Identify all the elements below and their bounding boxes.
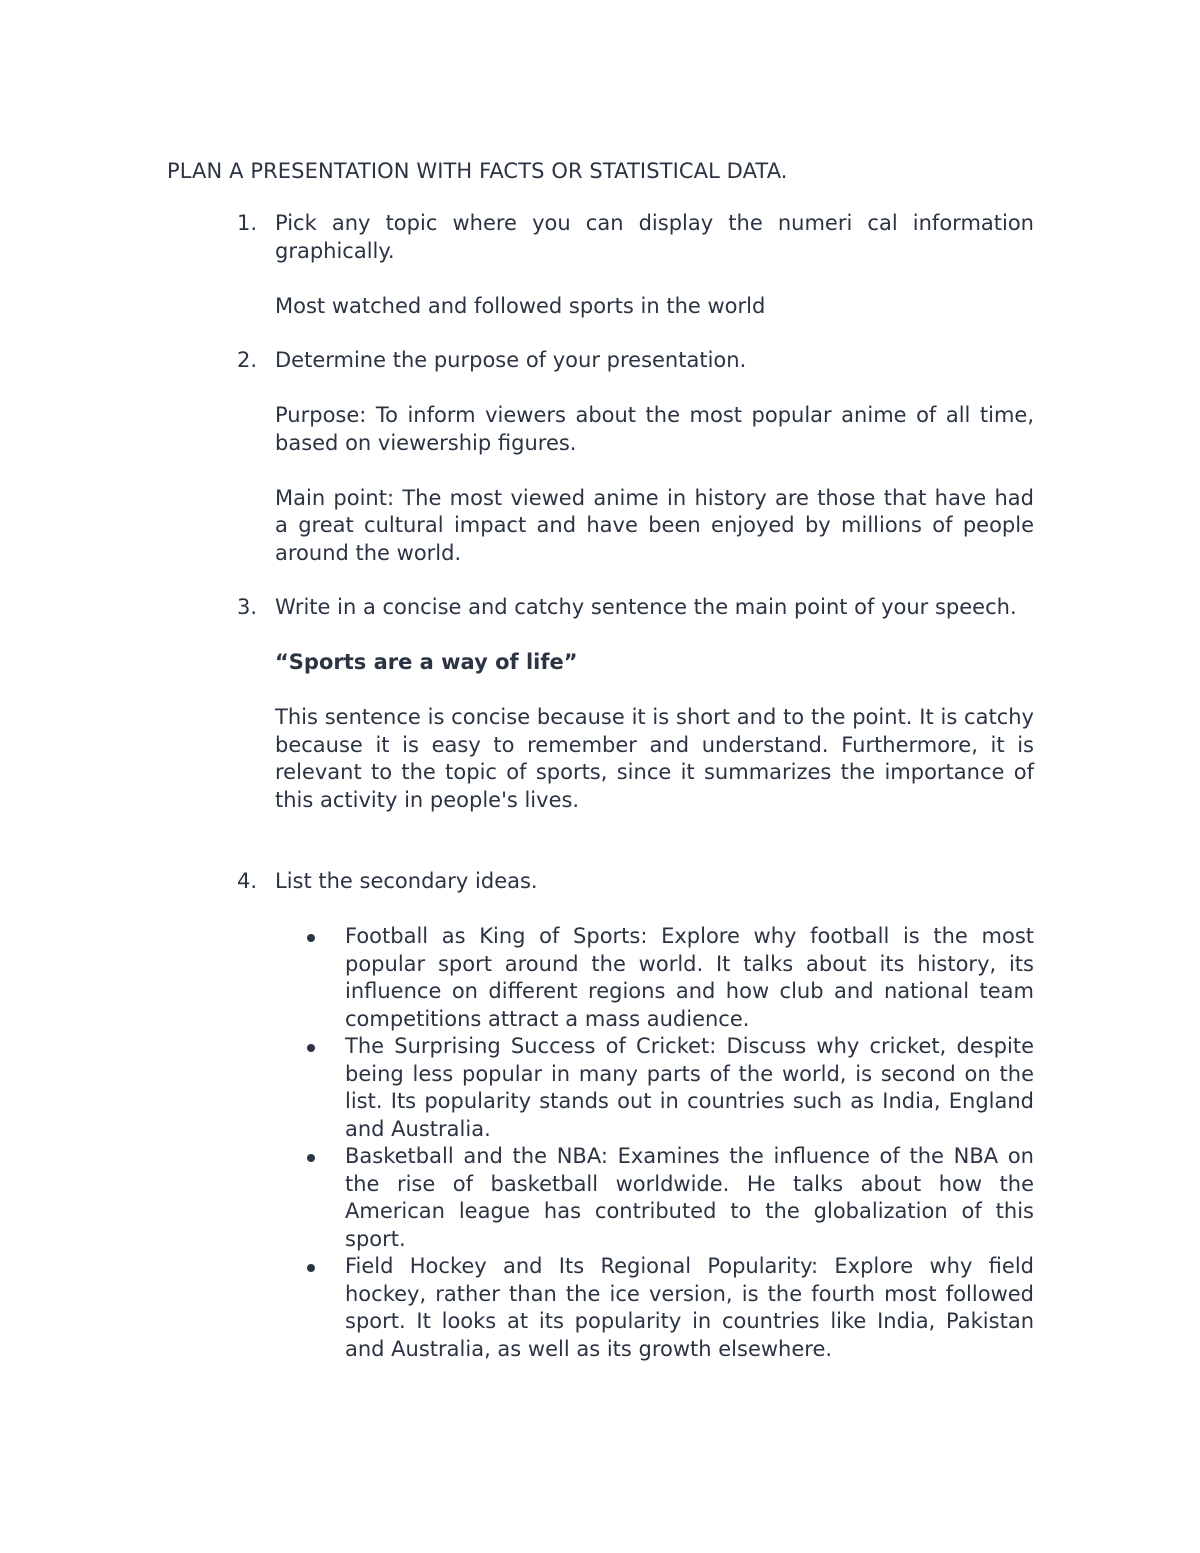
bullet-icon <box>307 1154 315 1162</box>
quote-explanation: This sentence is concise because it is short and to the point. It is catchy because it is easy to remember and understand. Furthermore, it is relevant to the topic of sports, since it summarizes the importance of this activity in people's lives. <box>275 705 1034 812</box>
list-item-4 <box>237 868 1034 1363</box>
bullet-item <box>237 1033 1034 1143</box>
bullet-icon <box>307 1264 315 1272</box>
list-item-1 <box>237 210 1034 320</box>
item-heading: Pick any topic where you can display the numeri cal information graphically. <box>275 211 1034 263</box>
bullet-text: Football as King of Sports: Explore why football is the most popular sport around the world. It talks about its history, its influence on different regions and how club and national team competitions attract a mass audience. <box>345 924 1034 1031</box>
bullet-icon <box>307 1044 315 1052</box>
item-heading: Determine the purpose of your presentation. <box>275 348 747 372</box>
bullet-icon <box>307 934 315 942</box>
bullet-item <box>237 923 1034 1033</box>
list-item-2 <box>237 347 1034 567</box>
bullet-text: The Surprising Success of Cricket: Discuss why cricket, despite being less popular in many parts of the world, is second on the list. Its popularity stands out in countries such as India, England and Australia. <box>345 1034 1034 1141</box>
bullet-item <box>237 1253 1034 1363</box>
bullet-text: Field Hockey and Its Regional Popularity: Explore why field hockey, rather than the ice version, is the fourth most followed sport. It looks at its popularity in countries like India, Pakistan and Australia, as well as its growth elsewhere. <box>345 1254 1034 1361</box>
list-item-3 <box>237 594 1034 814</box>
bullet-item <box>237 1143 1034 1253</box>
catchy-quote: “Sports are a way of life” <box>275 650 578 674</box>
main-point-text: Main point: The most viewed anime in history are those that have had a great cultural impact and have been enjoyed by millions of people around the world. <box>275 485 1034 565</box>
item-number: 2. <box>237 348 258 372</box>
item-number: 1. <box>237 211 258 235</box>
document-title: PLAN A PRESENTATION WITH FACTS OR STATISTICAL DATA. <box>167 159 788 183</box>
topic-answer: Most watched and followed sports in the world <box>275 293 766 318</box>
purpose-text: Purpose: To inform viewers about the most popular anime of all time, based on viewership figures. <box>275 403 1034 455</box>
item-heading: Write in a concise and catchy sentence the main point of your speech. <box>275 595 1017 619</box>
item-number: 4. <box>237 869 258 893</box>
secondary-ideas-list <box>237 923 1034 1363</box>
bullet-text: Basketball and the NBA: Examines the influence of the NBA on the rise of basketball worldwide. He talks about how the American league has contributed to the globalization of this sport. <box>345 1144 1034 1251</box>
item-number: 3. <box>237 595 258 619</box>
item-heading: List the secondary ideas. <box>275 869 538 893</box>
